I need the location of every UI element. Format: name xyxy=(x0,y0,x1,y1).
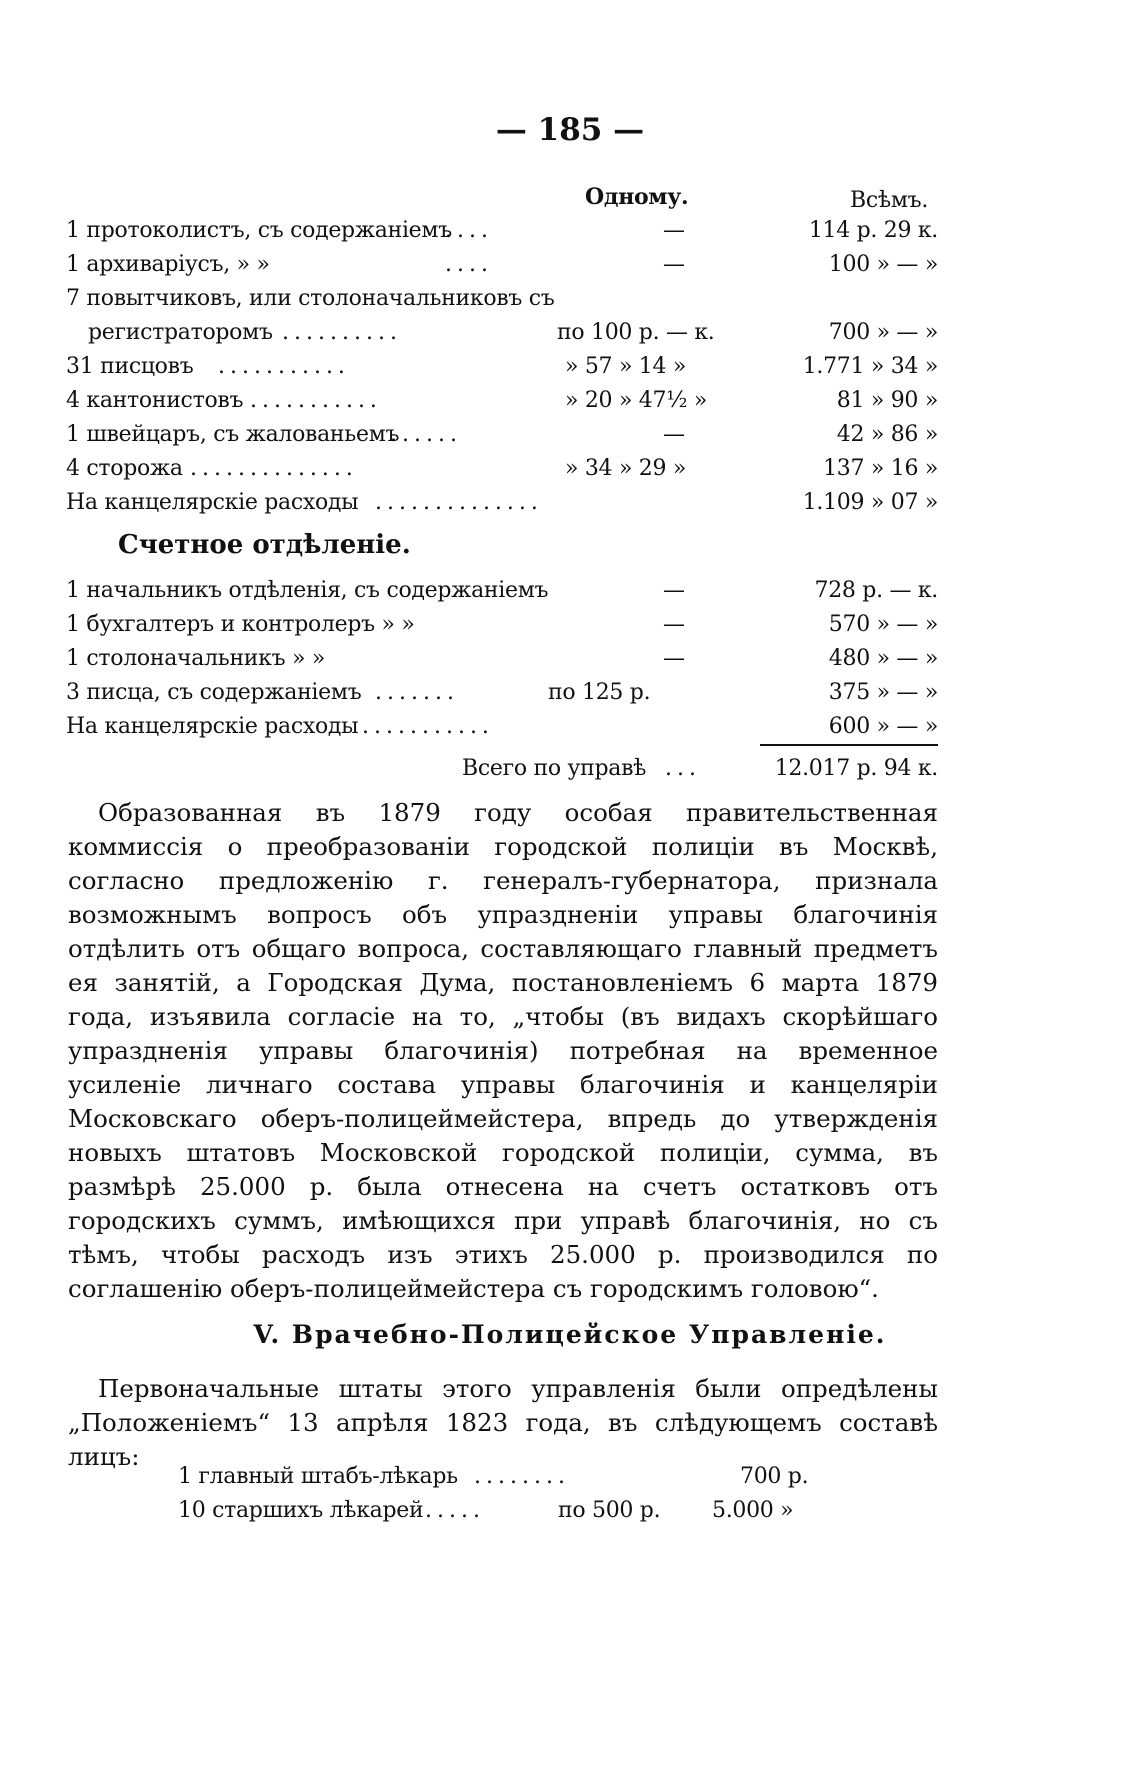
row-label: 1 столоначальникъ » » xyxy=(66,646,326,671)
sum-rule xyxy=(760,744,938,746)
row-per: » 20 » 47½ » xyxy=(565,388,708,413)
row-total: 480 » — » xyxy=(828,646,938,671)
row-total: 100 » — » xyxy=(828,252,938,277)
row-label: 10 старшихъ лѣкарей xyxy=(178,1498,424,1523)
row-total: 81 » 90 » xyxy=(836,388,938,413)
row-label: регистраторомъ xyxy=(88,320,273,345)
body-paragraph-staff: Первоначальные штаты этого управленія были опредѣлены „Положеніемъ“ 13 апрѣля 1823 года, въ слѣдующемъ составѣ лицъ: xyxy=(68,1374,938,1471)
accounting-heading: Счетное отдѣленіе. xyxy=(118,530,411,560)
row-per: » 57 » 14 » xyxy=(565,354,687,379)
row-per: — xyxy=(663,422,685,447)
row-label: 1 швейцаръ, съ жалованьемъ xyxy=(66,422,400,447)
row-per: — xyxy=(663,646,685,671)
column-header-one: Одному. xyxy=(585,184,689,210)
column-header-all: Всѣмъ. xyxy=(850,188,929,213)
row-per: — xyxy=(663,218,685,243)
body-paragraph-commission: Образованная въ 1879 году особая правительственная коммиссія о преобразованіи городской полиціи въ Москвѣ, согласно предложенію г. генералъ-губернатора, признала возможнымъ вопросъ объ упраздненіи управы благочинія отдѣлить отъ общаго вопроса, составляющаго главный предметъ ея занятій, а Городская Дума, постановленіемъ 6 марта 1879 года, изъявила согласіе на то, „чтобы (въ видахъ скорѣйшаго упраздненія управы благочинія) потребная на временное усиленіе личнаго состава управы благочинія и канцеляріи Московскаго оберъ-полицеймейстера, впредь до утвержденія новыхъ штатовъ Московской городской полиціи, сумма, въ размѣрѣ 25.000 р. была отнесена на счетъ остатковъ отъ городскихъ суммъ, имѣющихся при управѣ благочинія, но съ тѣмъ, чтобы расходъ изъ этихъ 25.000 р. производился по соглашенію оберъ-полицеймейстера съ городскимъ головою“. xyxy=(68,798,938,1303)
row-per: по 500 р. xyxy=(558,1498,661,1523)
row-total: 1.771 » 34 » xyxy=(802,354,938,379)
row-per: по 100 р. — к. xyxy=(557,320,715,345)
row-dots: .... xyxy=(445,252,493,277)
row-per: — xyxy=(663,578,685,603)
grand-total-label: Всего по управѣ xyxy=(462,756,647,781)
row-label: 1 начальникъ отдѣленія, съ содержаніемъ xyxy=(66,578,549,603)
row-total: 1.109 » 07 » xyxy=(802,490,938,515)
row-label: 4 сторожа xyxy=(66,456,183,481)
row-dots: ..... xyxy=(425,1498,485,1523)
row-total: 728 р. — к. xyxy=(814,578,938,603)
row-label: 1 бухгалтеръ и контролеръ » » xyxy=(66,612,415,637)
row-total: 114 р. 29 к. xyxy=(808,218,938,243)
row-dots: .............. xyxy=(190,456,358,481)
row-total: 600 » — » xyxy=(828,714,938,739)
row-label: 3 писца, съ содержаніемъ xyxy=(66,680,362,705)
row-per: » 34 » 29 » xyxy=(565,456,687,481)
row-label: На канцелярскіе расходы xyxy=(66,490,359,515)
grand-total-dots: ... xyxy=(665,756,701,781)
grand-total-value: 12.017 р. 94 к. xyxy=(774,756,938,781)
row-total: 42 » 86 » xyxy=(836,422,938,447)
row-dots: ........ xyxy=(474,1464,570,1489)
row-per: по 125 р. xyxy=(548,680,651,705)
section-heading: V. Врачебно-Полицейское Управленіе. xyxy=(253,1320,887,1349)
row-total: 137 » 16 » xyxy=(823,456,938,481)
row-total: 700 » — » xyxy=(828,320,938,345)
row-dots: .............. xyxy=(375,490,543,515)
row-dots: ........... xyxy=(218,354,350,379)
row-label: 4 кантонистовъ xyxy=(66,388,244,413)
row-dots: ........... xyxy=(362,714,494,739)
row-label: На канцелярскіе расходы xyxy=(66,714,359,739)
row-total: 375 » — » xyxy=(828,680,938,705)
page-number: — 185 — xyxy=(495,112,645,148)
row-per: — xyxy=(663,612,685,637)
row-total: 5.000 » xyxy=(712,1498,794,1523)
row-dots: ...... xyxy=(390,422,462,447)
row-per: — xyxy=(663,252,685,277)
row-label: 7 повытчиковъ, или столоначальниковъ съ xyxy=(66,286,555,311)
row-label: 1 протоколистъ, съ содержаніемъ xyxy=(66,218,452,243)
row-dots: ........... xyxy=(250,388,382,413)
row-dots: .......... xyxy=(282,320,402,345)
row-dots: ....... xyxy=(375,680,459,705)
row-label: 31 писцовъ xyxy=(66,354,194,379)
row-label: 1 главный штабъ-лѣкарь xyxy=(178,1464,458,1489)
row-label: 1 архиваріусъ, » » xyxy=(66,252,270,277)
row-total: 570 » — » xyxy=(828,612,938,637)
row-dots: .... xyxy=(445,218,493,243)
row-total: 700 р. xyxy=(740,1464,809,1489)
